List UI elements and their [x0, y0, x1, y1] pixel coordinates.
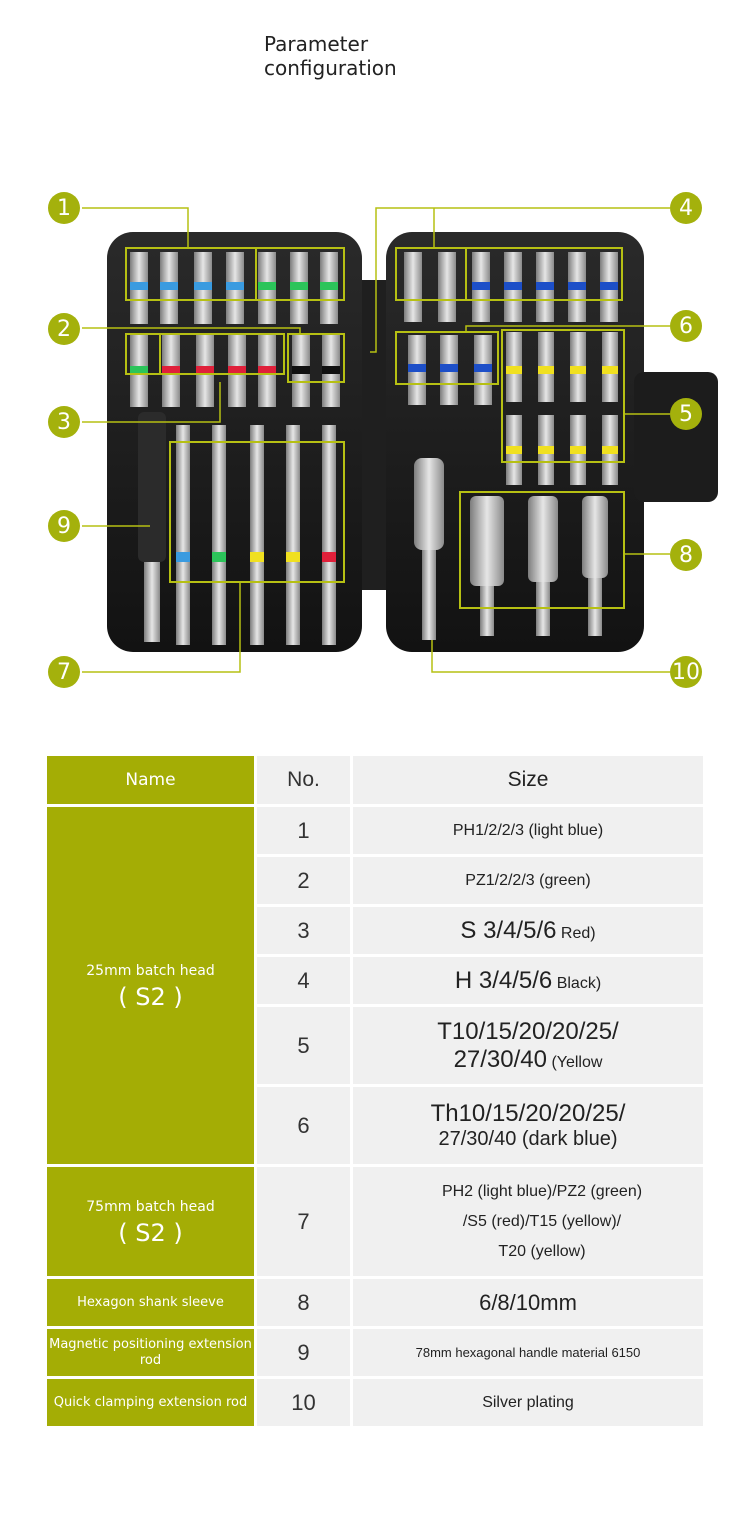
case-hinge	[362, 280, 386, 590]
bits-row-1	[130, 252, 338, 324]
callout-2: 2	[48, 313, 80, 345]
header-no: No.	[254, 756, 350, 804]
row-size-note: Red)	[560, 924, 596, 942]
group-25mm	[47, 804, 254, 1164]
row-no: 1	[254, 804, 350, 854]
row-size	[350, 904, 703, 954]
callout-9: 9	[48, 510, 80, 542]
group-75mm-name: 75mm batch head	[86, 1198, 215, 1215]
row-size-line1: Th10/15/20/20/25/	[430, 1100, 626, 1127]
row-size: PH1/2/2/3 (light blue)	[350, 804, 703, 854]
callout-8: 8	[670, 539, 702, 571]
row-size-main: 27/30/40	[453, 1045, 547, 1073]
row-size-line2: 27/30/40 (dark blue)	[438, 1128, 618, 1150]
product-photo	[0, 180, 750, 700]
row-size: PZ1/2/2/3 (green)	[350, 854, 703, 904]
row-size	[350, 1164, 703, 1276]
row-no: 7	[254, 1164, 350, 1276]
page-title-line2: configuration	[264, 56, 397, 80]
table-header-row	[47, 756, 703, 804]
group-25mm-sub: ( S2 )	[118, 982, 183, 1011]
row-no: 5	[254, 1004, 350, 1084]
row-no: 6	[254, 1084, 350, 1164]
row-size-line1: T10/15/20/20/25/	[437, 1017, 619, 1045]
callout-6: 6	[670, 310, 702, 342]
row-size	[350, 954, 703, 1004]
row-size-main: S 3/4/5/6	[460, 916, 557, 944]
table-row	[47, 1376, 703, 1426]
row-no: 2	[254, 854, 350, 904]
row-size: 78mm hexagonal handle material 6150	[350, 1326, 703, 1376]
header-name: Name	[47, 756, 254, 804]
row-size	[350, 1004, 703, 1084]
spec-table	[47, 756, 703, 1426]
row-no: 3	[254, 904, 350, 954]
group-75mm	[47, 1164, 254, 1276]
page-title-line1: Parameter	[264, 32, 369, 56]
row-size-note: Black)	[556, 974, 602, 992]
page-title	[264, 32, 397, 80]
group-75mm-sub: ( S2 )	[118, 1218, 183, 1247]
row-no: 8	[254, 1276, 350, 1326]
row-size-line1: PH2 (light blue)/PZ2 (green)	[441, 1182, 643, 1200]
table-row	[47, 804, 703, 854]
callout-5: 5	[670, 398, 702, 430]
row-name: Hexagon shank sleeve	[47, 1276, 254, 1326]
row-size: Silver plating	[350, 1376, 703, 1426]
row-size-note: (Yellow	[551, 1053, 603, 1071]
row-size-main: H 3/4/5/6	[454, 966, 553, 994]
row-no: 10	[254, 1376, 350, 1426]
row-no: 9	[254, 1326, 350, 1376]
callout-1: 1	[48, 192, 80, 224]
bits-row-6	[408, 335, 492, 405]
row-size-line2: /S5 (red)/T15 (yellow)/	[462, 1212, 622, 1230]
table-row	[47, 1164, 703, 1276]
row-name: Quick clamping extension rod	[47, 1376, 254, 1426]
callout-10: 10	[670, 656, 702, 688]
header-size: Size	[350, 756, 703, 804]
callout-7: 7	[48, 656, 80, 688]
row-no: 4	[254, 954, 350, 1004]
table-row	[47, 1276, 703, 1326]
case-latch	[634, 372, 718, 502]
row-size	[350, 1084, 703, 1164]
callout-3: 3	[48, 406, 80, 438]
table-row	[47, 1326, 703, 1376]
row-size: 6/8/10mm	[350, 1276, 703, 1326]
group-25mm-name: 25mm batch head	[86, 962, 215, 979]
row-name: Magnetic positioning extension rod	[47, 1326, 254, 1376]
row-size-line3: T20 (yellow)	[498, 1242, 586, 1260]
callout-4: 4	[670, 192, 702, 224]
